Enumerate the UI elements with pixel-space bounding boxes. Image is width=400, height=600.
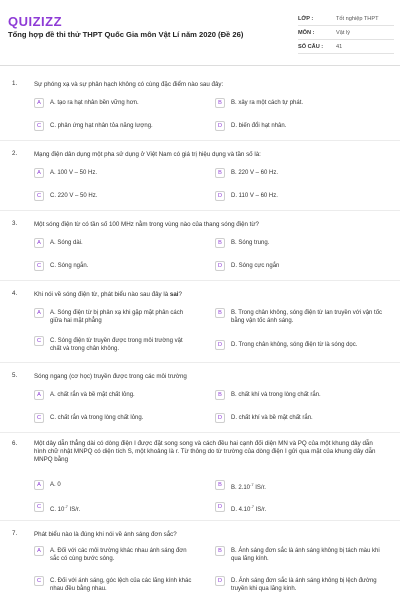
option-a[interactable] [34, 98, 194, 108]
divider [0, 210, 400, 211]
option-letter: B [215, 168, 225, 178]
option-text: A. Sóng điện từ bị phản xạ khi gặp mặt phân cách giữa hai mặt phẳng [50, 310, 184, 324]
option-text: A. tạo ra hạt nhân bền vững hơn. [50, 100, 139, 106]
meta-row-class [298, 12, 394, 26]
option-letter: D [215, 121, 225, 131]
meta-value: Vật lý [336, 29, 350, 36]
document-title: Tổng hợp đề thi thử THPT Quốc Gia môn Vật Lí năm 2020 (Đề 26) [8, 30, 244, 39]
option-letter: D [215, 261, 225, 271]
meta-row-subject [298, 26, 394, 40]
option-letter: C [34, 576, 44, 586]
option-text-base: B. 2.10 [231, 485, 251, 491]
option-letter: D [215, 340, 225, 350]
question-number: 2. [12, 150, 18, 157]
option-text-base: D. 4.10 [231, 507, 251, 513]
option-text-unit: IS/r. [253, 485, 266, 491]
question-number: 1. [12, 80, 18, 87]
option-letter: A [34, 546, 44, 556]
option-d[interactable] [215, 261, 385, 271]
option-c[interactable] [34, 502, 194, 514]
question-text: Một dây dẫn thẳng dài có dòng điện I được đặt song song và cách đều hai cạnh đối diện MN và PQ của một khung dây dẫn hình chữ nhật MNPQ có diện tích S, một khoảng là r. Từ thông do từ trường của dòng điện I gửi qua mặt của khung dây dẫn MNPQ bằng [34, 440, 376, 464]
question-text: Một sóng điện từ có tần số 100 MHz nằm trong vùng nào của thang sóng điện từ? [34, 221, 259, 228]
option-letter: A [34, 98, 44, 108]
option-text: D. Trong chân không, sóng điện từ là sóng dọc. [231, 342, 358, 348]
question-text: Mạng điện dân dụng một pha sử dụng ở Việt Nam có giá trị hiệu dụng và tần số là: [34, 151, 261, 158]
question-text: Sóng ngang (cơ học) truyền được trong các môi trường [34, 373, 187, 380]
option-c[interactable] [34, 261, 194, 271]
option-d[interactable] [215, 576, 385, 593]
option-text: C. phản ứng hạt nhân tỏa năng lượng. [50, 123, 153, 129]
question-number: 5. [12, 372, 18, 379]
option-text-exponent: -7 [250, 482, 254, 487]
option-c[interactable] [34, 191, 194, 201]
question-text: Phát biểu nào là đúng khi nói về ánh sáng đơn sắc? [34, 531, 177, 538]
option-a[interactable] [34, 238, 194, 248]
option-letter: A [34, 390, 44, 400]
question-text [34, 290, 386, 299]
divider [0, 140, 400, 141]
question-number: 4. [12, 290, 18, 297]
divider [0, 432, 400, 433]
option-text: D. 110 V – 60 Hz. [231, 193, 278, 199]
option-letter: C [34, 261, 44, 271]
option-text [50, 502, 80, 514]
option-text: D. biến đổi hạt nhân. [231, 123, 287, 129]
option-letter: D [215, 191, 225, 201]
option-b[interactable] [215, 238, 385, 248]
meta-row-count [298, 40, 394, 54]
option-c[interactable] [34, 336, 194, 353]
option-d[interactable] [215, 413, 385, 423]
option-d[interactable] [215, 502, 385, 514]
divider [0, 362, 400, 363]
option-letter: D [215, 502, 225, 512]
option-text: A. 100 V – 50 Hz. [50, 170, 98, 176]
option-b[interactable] [215, 98, 385, 108]
option-text: B. Sóng trung. [231, 240, 270, 246]
option-c[interactable] [34, 121, 194, 131]
page-header [0, 0, 400, 66]
question-number: 3. [12, 220, 18, 227]
option-text: B. Trong chân không, sóng điện từ lan truyền với vận tốc bằng vận tốc ánh sáng. [231, 310, 383, 324]
option-d[interactable] [215, 191, 385, 201]
option-letter: C [34, 191, 44, 201]
option-text: C. chất rắn và trong lòng chất lỏng. [50, 415, 144, 421]
option-letter: A [34, 308, 44, 318]
option-text-unit: IS/r. [67, 507, 81, 513]
option-text-unit: IS/r. [253, 507, 267, 513]
meta-value: Tốt nghiệp THPT [336, 15, 379, 22]
divider [0, 520, 400, 521]
option-c[interactable] [34, 413, 194, 423]
option-letter: C [34, 336, 44, 346]
option-text: A. 0 [50, 482, 61, 488]
option-letter: D [215, 413, 225, 423]
option-letter: B [215, 98, 225, 108]
option-b[interactable] [215, 308, 385, 325]
meta-table [298, 12, 394, 54]
divider [0, 280, 400, 281]
option-text-exponent: -7 [64, 504, 68, 509]
option-text: C. Đối với ánh sáng, góc lệch của các lăng kính khác nhau đều bằng nhau. [50, 578, 192, 592]
option-text: C. Sóng điện từ truyền được trong môi trường vật chất và trong chân không. [50, 338, 183, 352]
option-letter: B [215, 308, 225, 318]
option-text: B. xảy ra một cách tự phát. [231, 100, 304, 106]
option-a[interactable] [34, 308, 194, 325]
option-text: A. Sóng dài. [50, 240, 83, 246]
option-letter: B [215, 480, 225, 490]
question-text-pre: Khi nói về sóng điện từ, phát biểu nào sau đây là [34, 291, 170, 298]
question-number: 6. [12, 440, 18, 447]
option-c[interactable] [34, 576, 194, 593]
quizizz-logo: QUIZIZZ [8, 14, 63, 29]
option-text: B. Ánh sáng đơn sắc là ánh sáng không bị tách màu khi qua lăng kính. [231, 548, 380, 562]
question-text-emphasis: sai [169, 291, 179, 298]
meta-label: LỚP : [298, 15, 314, 22]
option-text [231, 480, 266, 492]
option-text-exponent: -7 [250, 504, 254, 509]
question-number: 7. [12, 530, 18, 537]
option-text: D. Ánh sáng đơn sắc là ánh sáng không bị lệch đường truyền khi qua lăng kính. [231, 578, 377, 592]
option-letter: A [34, 480, 44, 490]
question-text: Sự phóng xạ và sự phân hạch không có cùng đặc điểm nào sau đây: [34, 81, 224, 88]
option-text: C. Sóng ngắn. [50, 263, 89, 269]
option-d[interactable] [215, 121, 385, 131]
option-text: D. Sóng cực ngắn [231, 263, 280, 269]
option-text: A. Đối với các môi trường khác nhau ánh sáng đơn sắc có cùng bước sóng. [50, 548, 187, 562]
option-text-base: C. 10 [50, 507, 65, 513]
meta-label: SỐ CÂU : [298, 43, 324, 50]
option-b[interactable] [215, 168, 385, 178]
option-a[interactable] [34, 480, 194, 490]
option-b[interactable] [215, 546, 385, 563]
option-letter: A [34, 238, 44, 248]
option-text: B. 220 V – 60 Hz. [231, 170, 279, 176]
option-letter: A [34, 168, 44, 178]
option-letter: C [34, 502, 44, 512]
option-letter: B [215, 238, 225, 248]
option-b[interactable] [215, 480, 385, 492]
option-text: B. chất khí và trong lòng chất rắn. [231, 392, 321, 398]
option-a[interactable] [34, 168, 194, 178]
option-a[interactable] [34, 546, 194, 563]
option-letter: D [215, 576, 225, 586]
option-text: A. chất rắn và bề mặt chất lỏng. [50, 392, 135, 398]
question-text-post: ? [178, 291, 182, 298]
option-text [231, 502, 266, 514]
option-text: C. 220 V – 50 Hz. [50, 193, 98, 199]
option-letter: C [34, 413, 44, 423]
meta-label: MÔN : [298, 29, 315, 36]
option-d[interactable] [215, 340, 385, 350]
option-text: D. chất khí và bề mặt chất rắn. [231, 415, 313, 421]
option-a[interactable] [34, 390, 194, 400]
option-b[interactable] [215, 390, 385, 400]
option-letter: B [215, 546, 225, 556]
meta-value: 41 [336, 43, 343, 50]
option-letter: C [34, 121, 44, 131]
option-letter: B [215, 390, 225, 400]
